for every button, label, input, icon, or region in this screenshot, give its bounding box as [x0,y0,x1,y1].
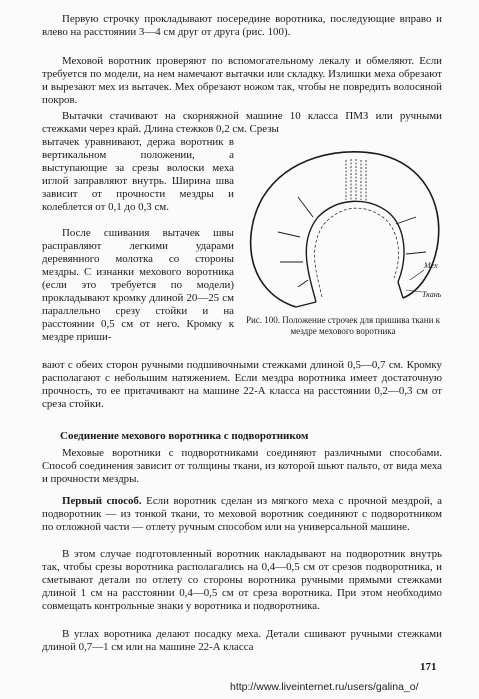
paragraph-2: Меховой воротник проверяют по вспомогательному лекалу и обмеляют. Если требуется по модели, на нем намечают вытачки или складку. Излишки меха обрезают и вырезают мех из вытачек. Мех обрезают ножом так, чтобы не повредить волосяной покров. [42,55,442,106]
paragraph-6-body: Если воротник сделан из мягкого меха с прочной мездрой, а подворотник — из тонкой ткани, то меховой воротник соединяют с подворотником по отложной части — отлету ручным способом или на универсальной машине. [42,495,442,533]
paragraph-1: Первую строчку прокладывают посередине воротника, последующие вправо и влево на расстоянии 3—4 см друг от друга (рис. 100). [42,13,442,38]
collar-inner-outline [306,201,404,302]
paragraph-3: Вытачки стачивают на скорняжной машине 10 класса ПМЗ или ручными стежками через край. Длина стежков 0,2 см. Срезы [42,110,442,135]
paragraph-6 [42,495,442,534]
section-heading: Соединение мехового воротника с подворотником [60,430,309,442]
collar-outer-outline [251,152,439,307]
stitch-lines [346,159,366,202]
figure-caption: Рис. 100. Положение строчек для пришива ткани к мездре мехового воротника [245,315,441,336]
paragraph-3-continued: вытачек уравнивают, держа воротник в вертикальном положении, а выступающие за срезы волоски меха иглой заправляют внутрь. Ширина шва зависит от прочности мездры и колеблется от 0,1 до 0,3 см. [42,136,234,213]
method-lead: Первый способ. [62,495,142,507]
label-fabric: Ткань [422,290,442,299]
source-url[interactable]: http://www.liveinternet.ru/users/galina_o/ [230,681,419,693]
paragraph-7: В этом случае подготовленный воротник накладывают на подворотник внутрь так, чтобы срезы воротника располагались на 0,4—0,5 см от срезов подворотника, и сметывают детали по отлету со стороны воротника ручными прямыми стежками длиной 1 см на расстоянии 0,4—0,5 см от среза воротника. При этом необходимо совмещать контрольные знаки у воротника и подворотника. [42,548,442,612]
label-fur: Мех [424,261,438,270]
paragraph-5: Меховые воротники с подворотниками соединяют различными способами. Способ соединения зависит от толщины ткани, из которой шьют пальто, от вида меха и прочности мездры. [42,447,442,485]
paragraph-4-continued: вают с обеих сторон ручными подшивочными стежками длиной 0,5—0,7 см. Кромку располагают с небольшим натяжением. Если мездра воротника имеет достаточную прочность, то ее притачивают на машине 22-А класса на расстоянии 0,2—0,3 см от среза стойки. [42,359,442,410]
collar-figure [238,142,448,312]
page-number: 171 [420,661,437,673]
paragraph-4: После сшивания вытачек швы расправляют легкими ударами деревянного молотка со стороны мездры. С изнанки мехового воротника (если это требуется по модели) прокладывают кромку длиной 20—25 см параллельно срезу стойки и на расстоянии 0,5 см от него. Кромку к мездре приши- [42,227,234,343]
paragraph-8: В углах воротника делают посадку меха. Детали сшивают ручными стежками длиной 0,7—1 см или на машине 22-А класса [42,628,442,653]
